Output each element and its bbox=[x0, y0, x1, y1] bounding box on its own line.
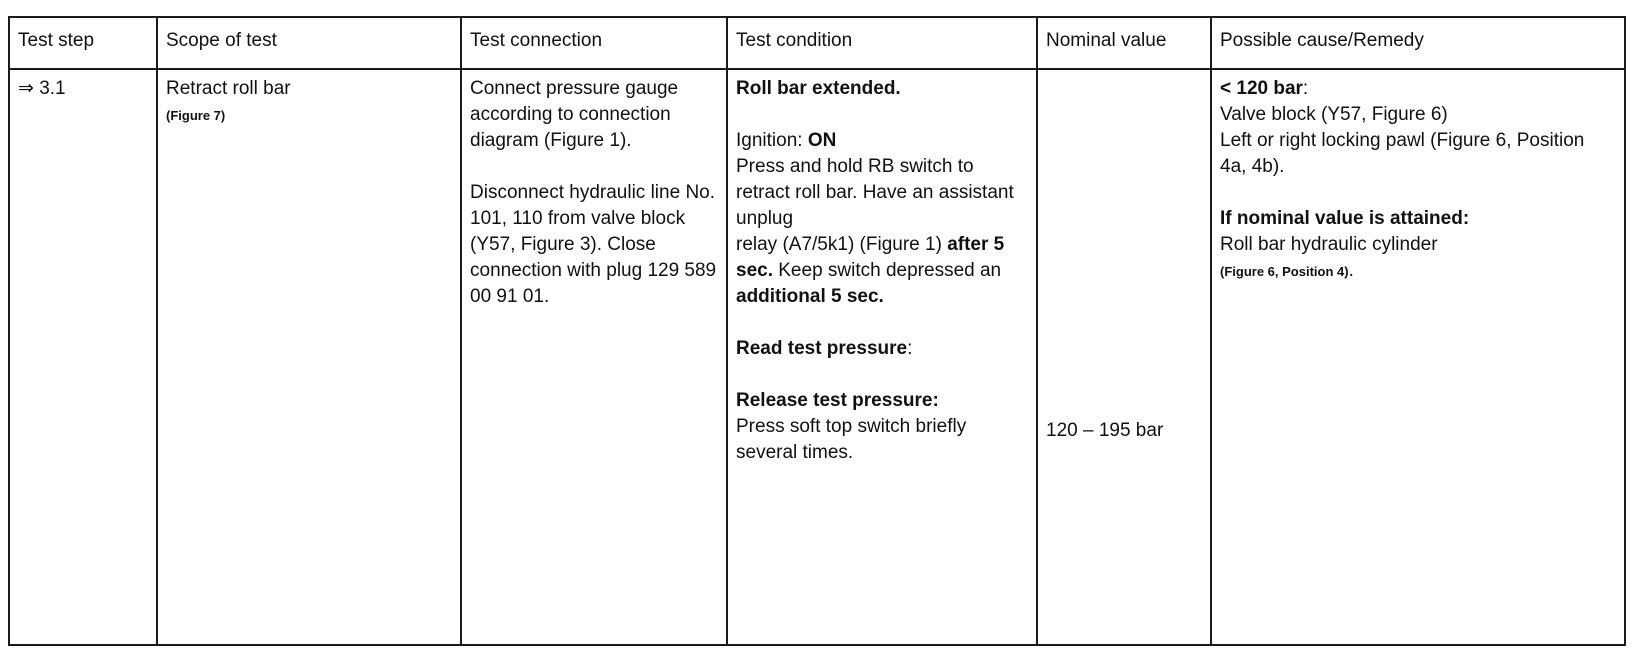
connection-p1: Connect pressure gauge according to connection diagram (Figure 1). bbox=[470, 78, 679, 151]
condition-press-text: Press and hold RB switch to retract roll bar. Have an assistant unplug bbox=[736, 156, 1014, 229]
condition-release-label: Release test pressure: bbox=[736, 390, 939, 411]
header-remedy: Possible cause/Remedy bbox=[1211, 17, 1625, 69]
connection-p2: Disconnect hydraulic line No. 101, 110 from valve block (Y57, Figure 3). Close connection with plug 129 589 00 91 01. bbox=[470, 182, 717, 307]
cell-nominal bbox=[1037, 69, 1211, 645]
remedy-attained-label: If nominal value is attained: bbox=[1220, 208, 1470, 229]
cell-condition bbox=[727, 69, 1037, 645]
header-nominal: Nominal value bbox=[1037, 17, 1211, 69]
remedy-attained-text: Roll bar hydraulic cylinder bbox=[1220, 234, 1438, 255]
header-connection: Test connection bbox=[461, 17, 727, 69]
cell-scope bbox=[157, 69, 461, 645]
header-condition: Test condition bbox=[727, 17, 1037, 69]
cell-connection bbox=[461, 69, 727, 645]
step-number: 3.1 bbox=[39, 78, 66, 99]
scope-figure-ref: (Figure 7) bbox=[166, 108, 226, 123]
table-row bbox=[9, 69, 1625, 645]
remedy-attained-figure: (Figure 6, Position 4). bbox=[1220, 260, 1354, 281]
condition-relay-text: relay (A7/5k1) (Figure 1) after 5 sec. Keep switch depressed an additional 5 sec. bbox=[736, 234, 1005, 307]
scope-text: Retract roll bar bbox=[166, 78, 291, 99]
condition-release-text: Press soft top switch briefly several times. bbox=[736, 416, 967, 463]
remedy-line1: Valve block (Y57, Figure 6) bbox=[1220, 104, 1448, 125]
condition-ignition: Ignition: ON bbox=[736, 130, 837, 151]
test-table bbox=[8, 16, 1626, 646]
cell-test-step bbox=[9, 69, 157, 645]
arrow-right-icon: ⇒ bbox=[18, 78, 34, 99]
header-scope: Scope of test bbox=[157, 17, 461, 69]
condition-heading: Roll bar extended. bbox=[736, 78, 901, 99]
cell-remedy bbox=[1211, 69, 1625, 645]
nominal-value: 120 – 195 bar bbox=[1046, 420, 1164, 441]
header-row bbox=[9, 17, 1625, 69]
condition-read-pressure: Read test pressure: bbox=[736, 338, 913, 359]
header-test-step: Test step bbox=[9, 17, 157, 69]
remedy-line2: Left or right locking pawl (Figure 6, Position 4a, 4b). bbox=[1220, 130, 1585, 177]
remedy-low: < 120 bar: bbox=[1220, 78, 1309, 99]
